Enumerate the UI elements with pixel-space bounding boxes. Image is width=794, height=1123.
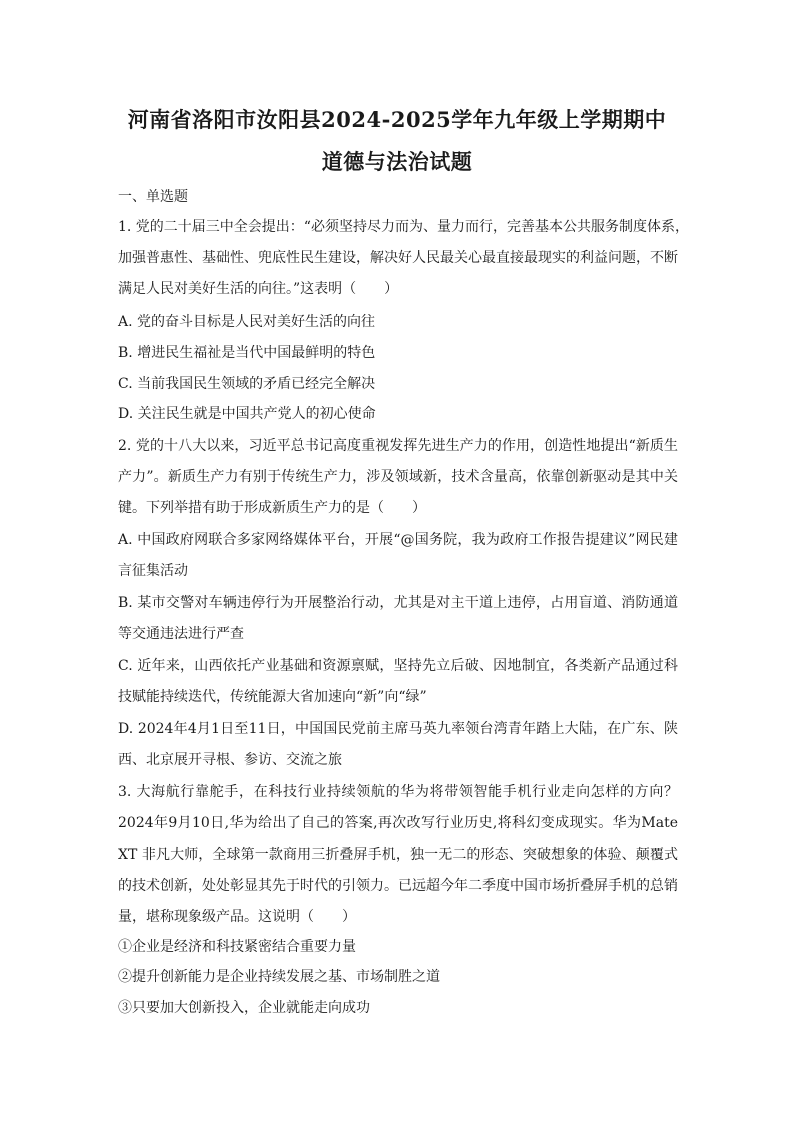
q3-stem-line: 的技术创新，处处彰显其先于时代的引领力。已远超今年二季度中国市场折叠屏手机的总销: [118, 878, 678, 894]
q1-option-a: A. 党的奋斗目标是人民对美好生活的向往: [118, 314, 376, 330]
q1-option-b: B. 增进民生福祉是当代中国最鲜明的特色: [118, 345, 376, 361]
q2-option-d: D. 2024年4月1日至11日，中国国民党前主席马英九率领台湾青年踏上大陆，在广东、陕: [118, 721, 678, 737]
q2-stem-line: 2. 党的十八大以来，习近平总书记高度重视发挥先进生产力的作用，创造性地提出“新质生: [118, 438, 678, 454]
q2-option-a: A. 中国政府网联合多家网络媒体平台，开展“@国务院，我为政府工作报告提建议”网民建: [118, 532, 678, 548]
q2-option-a-cont: 言征集活动: [118, 563, 188, 579]
q3-stem-line: 3. 大海航行靠舵手，在科技行业持续领航的华为将带领智能手机行业走向怎样的方向？: [118, 784, 678, 800]
q3-stem-line: 2024年9月10日,华为给出了自己的答案,再次改写行业历史,将科幻变成现实。华为Mate: [118, 815, 678, 831]
q1-option-c: C. 当前我国民生领域的矛盾已经完全解决: [118, 376, 376, 392]
q1-stem-line: 加强普惠性、基础性、兜底性民生建设，解决好人民最关心最直接最现实的利益问题，不断: [118, 250, 678, 266]
q1-stem-line: 1. 党的二十届三中全会提出：“必须坚持尽力而为、量力而行，完善基本公共服务制度体系，: [118, 219, 689, 235]
q2-option-b: B. 某市交警对车辆违停行为开展整治行动，尤其是对主干道上违停，占用盲道、消防通道: [118, 595, 678, 611]
q3-statement-2: ②提升创新能力是企业持续发展之基、市场制胜之道: [118, 969, 440, 985]
q3-statement-1: ①企业是经济和科技紧密结合重要力量: [118, 939, 356, 955]
q2-option-d-cont: 西、北京展开寻根、参访、交流之旅: [118, 752, 342, 768]
exam-title-line1: 河南省洛阳市汝阳县2024-2025学年九年级上学期期中: [127, 107, 667, 132]
q2-option-c-cont: 技赋能持续迭代，传统能源大省加速向“新”向“绿”: [118, 689, 427, 705]
q1-stem-line: 满足人民对美好生活的向往。”这表明（ ）: [118, 281, 399, 297]
exam-title-line2: 道德与法治试题: [321, 149, 473, 174]
q2-option-c: C. 近年来，山西依托产业基础和资源禀赋，坚持先立后破、因地制宜，各类新产品通过科: [118, 658, 678, 674]
q2-option-b-cont: 等交通违法进行严查: [118, 626, 244, 642]
q1-option-d: D. 关注民生就是中国共产党人的初心使命: [118, 406, 376, 422]
q2-stem-line: 产力”。新质生产力有别于传统生产力，涉及领域新，技术含量高，依靠创新驱动是其中关: [118, 469, 678, 485]
q3-stem-line: 量，堪称现象级产品。这说明（ ）: [118, 909, 356, 925]
q3-stem-line: XT 非凡大师，全球第一款商用三折叠屏手机，独一无二的形态、突破想象的体验、颠覆式: [118, 847, 678, 863]
section-heading: 一、单选题: [118, 189, 188, 205]
q3-statement-3: ③只要加大创新投入，企业就能走向成功: [118, 1000, 370, 1016]
q2-stem-line: 键。下列举措有助于形成新质生产力的是（ ）: [118, 500, 426, 516]
